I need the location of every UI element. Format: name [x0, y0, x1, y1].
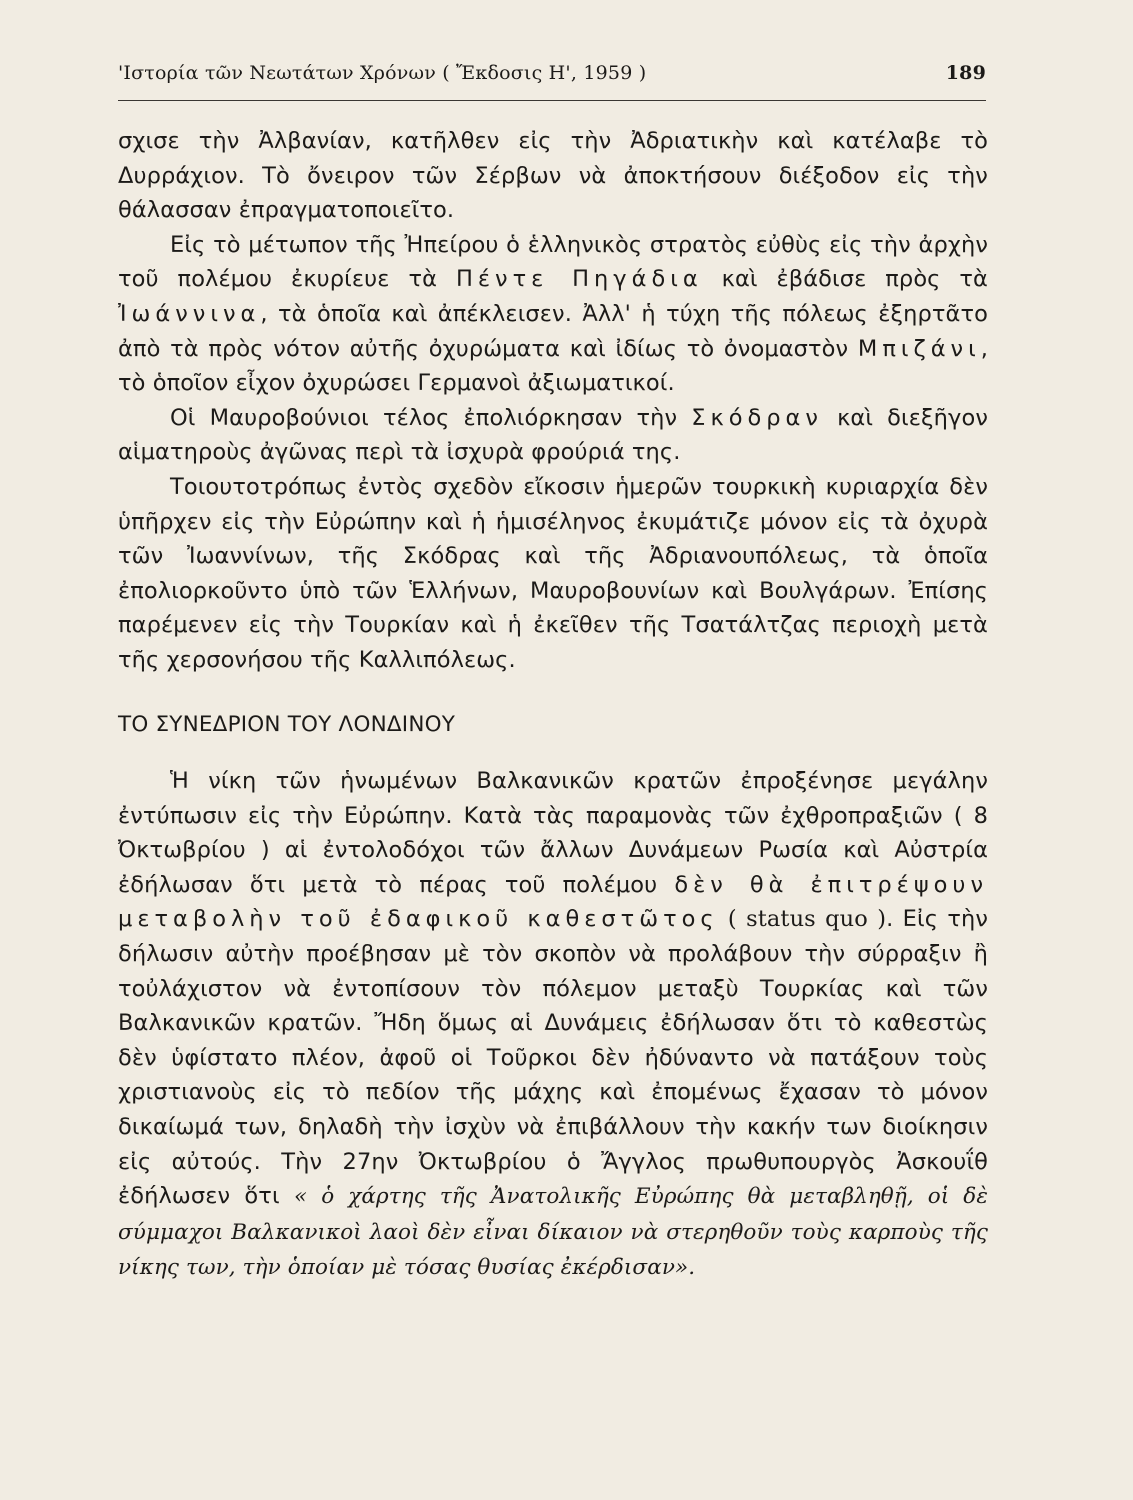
text-line: τὸ Δυρράχιον. Τὸ ὄνειρον τῶν Σέρβων νὰ ἀποκτήσουν διέξοδον — [118, 128, 988, 189]
text-run: Οἱ Μαυροβούνιοι τέλος ἐπολιόρκησαν τὴν — [170, 404, 692, 431]
spaced-name: Πέντε Πηγάδια — [455, 266, 703, 293]
paragraph-summary: Τοιουτοτρόπως ἐντὸς σχεδὸν εἴκοσιν ἡμερῶν τουρκικὴ κυριαρχία δὲν ὑπῆρχεν εἰς τὴν Εὐρώπην καὶ ἡ ἡμισέληνος ἐκυμάτιζε μόνον εἰς τὰ ὀχυρὰ τῶν Ἰωαννίνων, τῆς Σκόδρας καὶ τῆς Ἀδριανουπόλεως, τὰ ὁποῖα ἐπολιορκοῦντο ὑπὸ τῶν Ἑλλήνων, Μαυροβουνίων καὶ Βουλγάρων. Ἐπίσης παρέμενεν εἰς τὴν Τουρκίαν καὶ ἡ ἐκεῖθεν τῆς Τσατάλτζας περιοχὴ μετὰ τῆς χερσονήσου τῆς Καλλιπόλεως. — [118, 473, 988, 673]
paragraph-montenegro — [118, 401, 988, 470]
text-run: καὶ ἐβάδισε πρὸς τὰ — [702, 266, 988, 293]
page-number: 189 — [945, 62, 986, 84]
spaced-phrase: δὲν θὰ ἐπιτρέψουν μεταβολὴν τοῦ ἐδαφικοῦ καθεστῶτος — [118, 871, 989, 933]
text-run: Εἰς τὸ μέτωπον τῆς Ἠπείρου ὁ ἑλληνικὸς στρατὸς εὐθὺς εἰς τὴν ἀρχὴν τοῦ πολέμου ἐκυρίευε τὰ — [118, 231, 988, 293]
running-head — [118, 62, 986, 96]
header-rule — [118, 100, 986, 101]
paragraph-epirus-front — [118, 228, 988, 401]
paragraph-continuation — [118, 124, 988, 228]
spaced-name: Μπιζάνι — [857, 335, 981, 362]
section-heading: ΤΟ ΣΥΝΕΔΡΙΟΝ ΤΟΥ ΛΟΝΔΙΝΟΥ — [118, 711, 456, 737]
text-run: Ἡ νίκη τῶν ἡνωμένων Βαλκανικῶν κρατῶν ἐπροξένησε μεγάλην ἐντύπωσιν εἰς τὴν Εὐρώπην. Κατὰ τὰς παραμονὰς τῶν ἐχθροπραξιῶν ( 8 Ὀκτωβρίου ) αἱ ἐντολοδόχοι τῶν ἄλλων Δυνάμεων Ρωσία καὶ Αὐστρία ἐδήλωσαν ὅτι μετὰ τὸ πέρας τοῦ πολέμου — [118, 768, 988, 898]
text-run: καὶ διεξῆγον αἱματηροὺς ἀγῶνας περὶ τὰ ἰσχυρὰ φρούριά της. — [118, 404, 988, 466]
latin-term: ( status quo ) — [718, 906, 887, 933]
text-run: . Εἰς τὴν δήλωσιν αὐτὴν προέβησαν μὲ τὸν σκοπὸν νὰ προλάβουν τὴν σύρραξιν ἢ τοὐλάχιστον νὰ ἐντοπίσουν τὸν πόλεμον μεταξὺ Τουρκίας καὶ τῶν Βαλκανικῶν κρατῶν. Ἤδη ὅμως αἱ Δυνάμεις ἐδήλωσαν ὅτι τὸ καθεστὼς δὲν ὑφίστατο πλέον, ἀφοῦ οἱ Τοῦρκοι δὲν ἠδύναντο νὰ πατάξουν τοὺς χριστιανοὺς εἰς τὸ πεδίον τῆς μάχης καὶ ἐπομένως ἔχασαν τὸ μόνον δικαίωμά των, δηλαδὴ τὴν ἰσχὺν νὰ ἐπιβάλλουν τὴν κακήν των διοίκησιν εἰς αὐτούς. Τὴν 27ην Ὀκτωβρίου ὁ Ἄγγλος πρωθυπουργὸς Ἀσκουΐθ ἐδήλωσεν ὅτι — [118, 906, 989, 1210]
paragraph-london-conference — [118, 764, 988, 1286]
spaced-name: Ἰωάννινα — [118, 300, 261, 327]
text-run: , τὸ ὁποῖον εἶχον ὀχυρώσει Γερμανοὶ ἀξιωματικοί. — [118, 335, 988, 397]
body-text — [118, 124, 988, 1286]
text-run: , τὰ ὁποῖα καὶ ἀπέκλεισεν. Ἀλλ' ἡ τύχη τῆς πόλεως ἐξηρτᾶτο ἀπὸ τὰ πρὸς νότον αὐτῆς ὀχυρώματα καὶ ἰδίως τὸ ὀνομαστὸν — [118, 300, 988, 362]
running-title: 'Ιστορία τῶν Νεωτάτων Χρόνων ( Ἔκδοσις Η', 1959 ) — [118, 62, 647, 84]
text-line: σχισε τὴν Ἀλβανίαν, κατῆλθεν εἰς τὴν Ἀδριατικὴν καὶ κατέλαβε — [118, 128, 942, 154]
text-line: εἰς τὴν θάλασσαν ἐπραγματοποιεῖτο. — [118, 162, 988, 224]
spaced-name: Σκόδραν — [691, 404, 823, 431]
quotation: « ὁ χάρτης τῆς Ἀνατολικῆς Εὐρώπης θὰ μεταβληθῇ, οἱ δὲ σύμμαχοι Βαλκανικοὶ λαοὶ δὲν εἶναι δίκαιον νὰ στερηθοῦν τοὺς καρποὺς τῆς νίκης των, τὴν ὁποίαν μὲ τόσας θυσίας ἐκέρδισαν». — [118, 1184, 988, 1281]
